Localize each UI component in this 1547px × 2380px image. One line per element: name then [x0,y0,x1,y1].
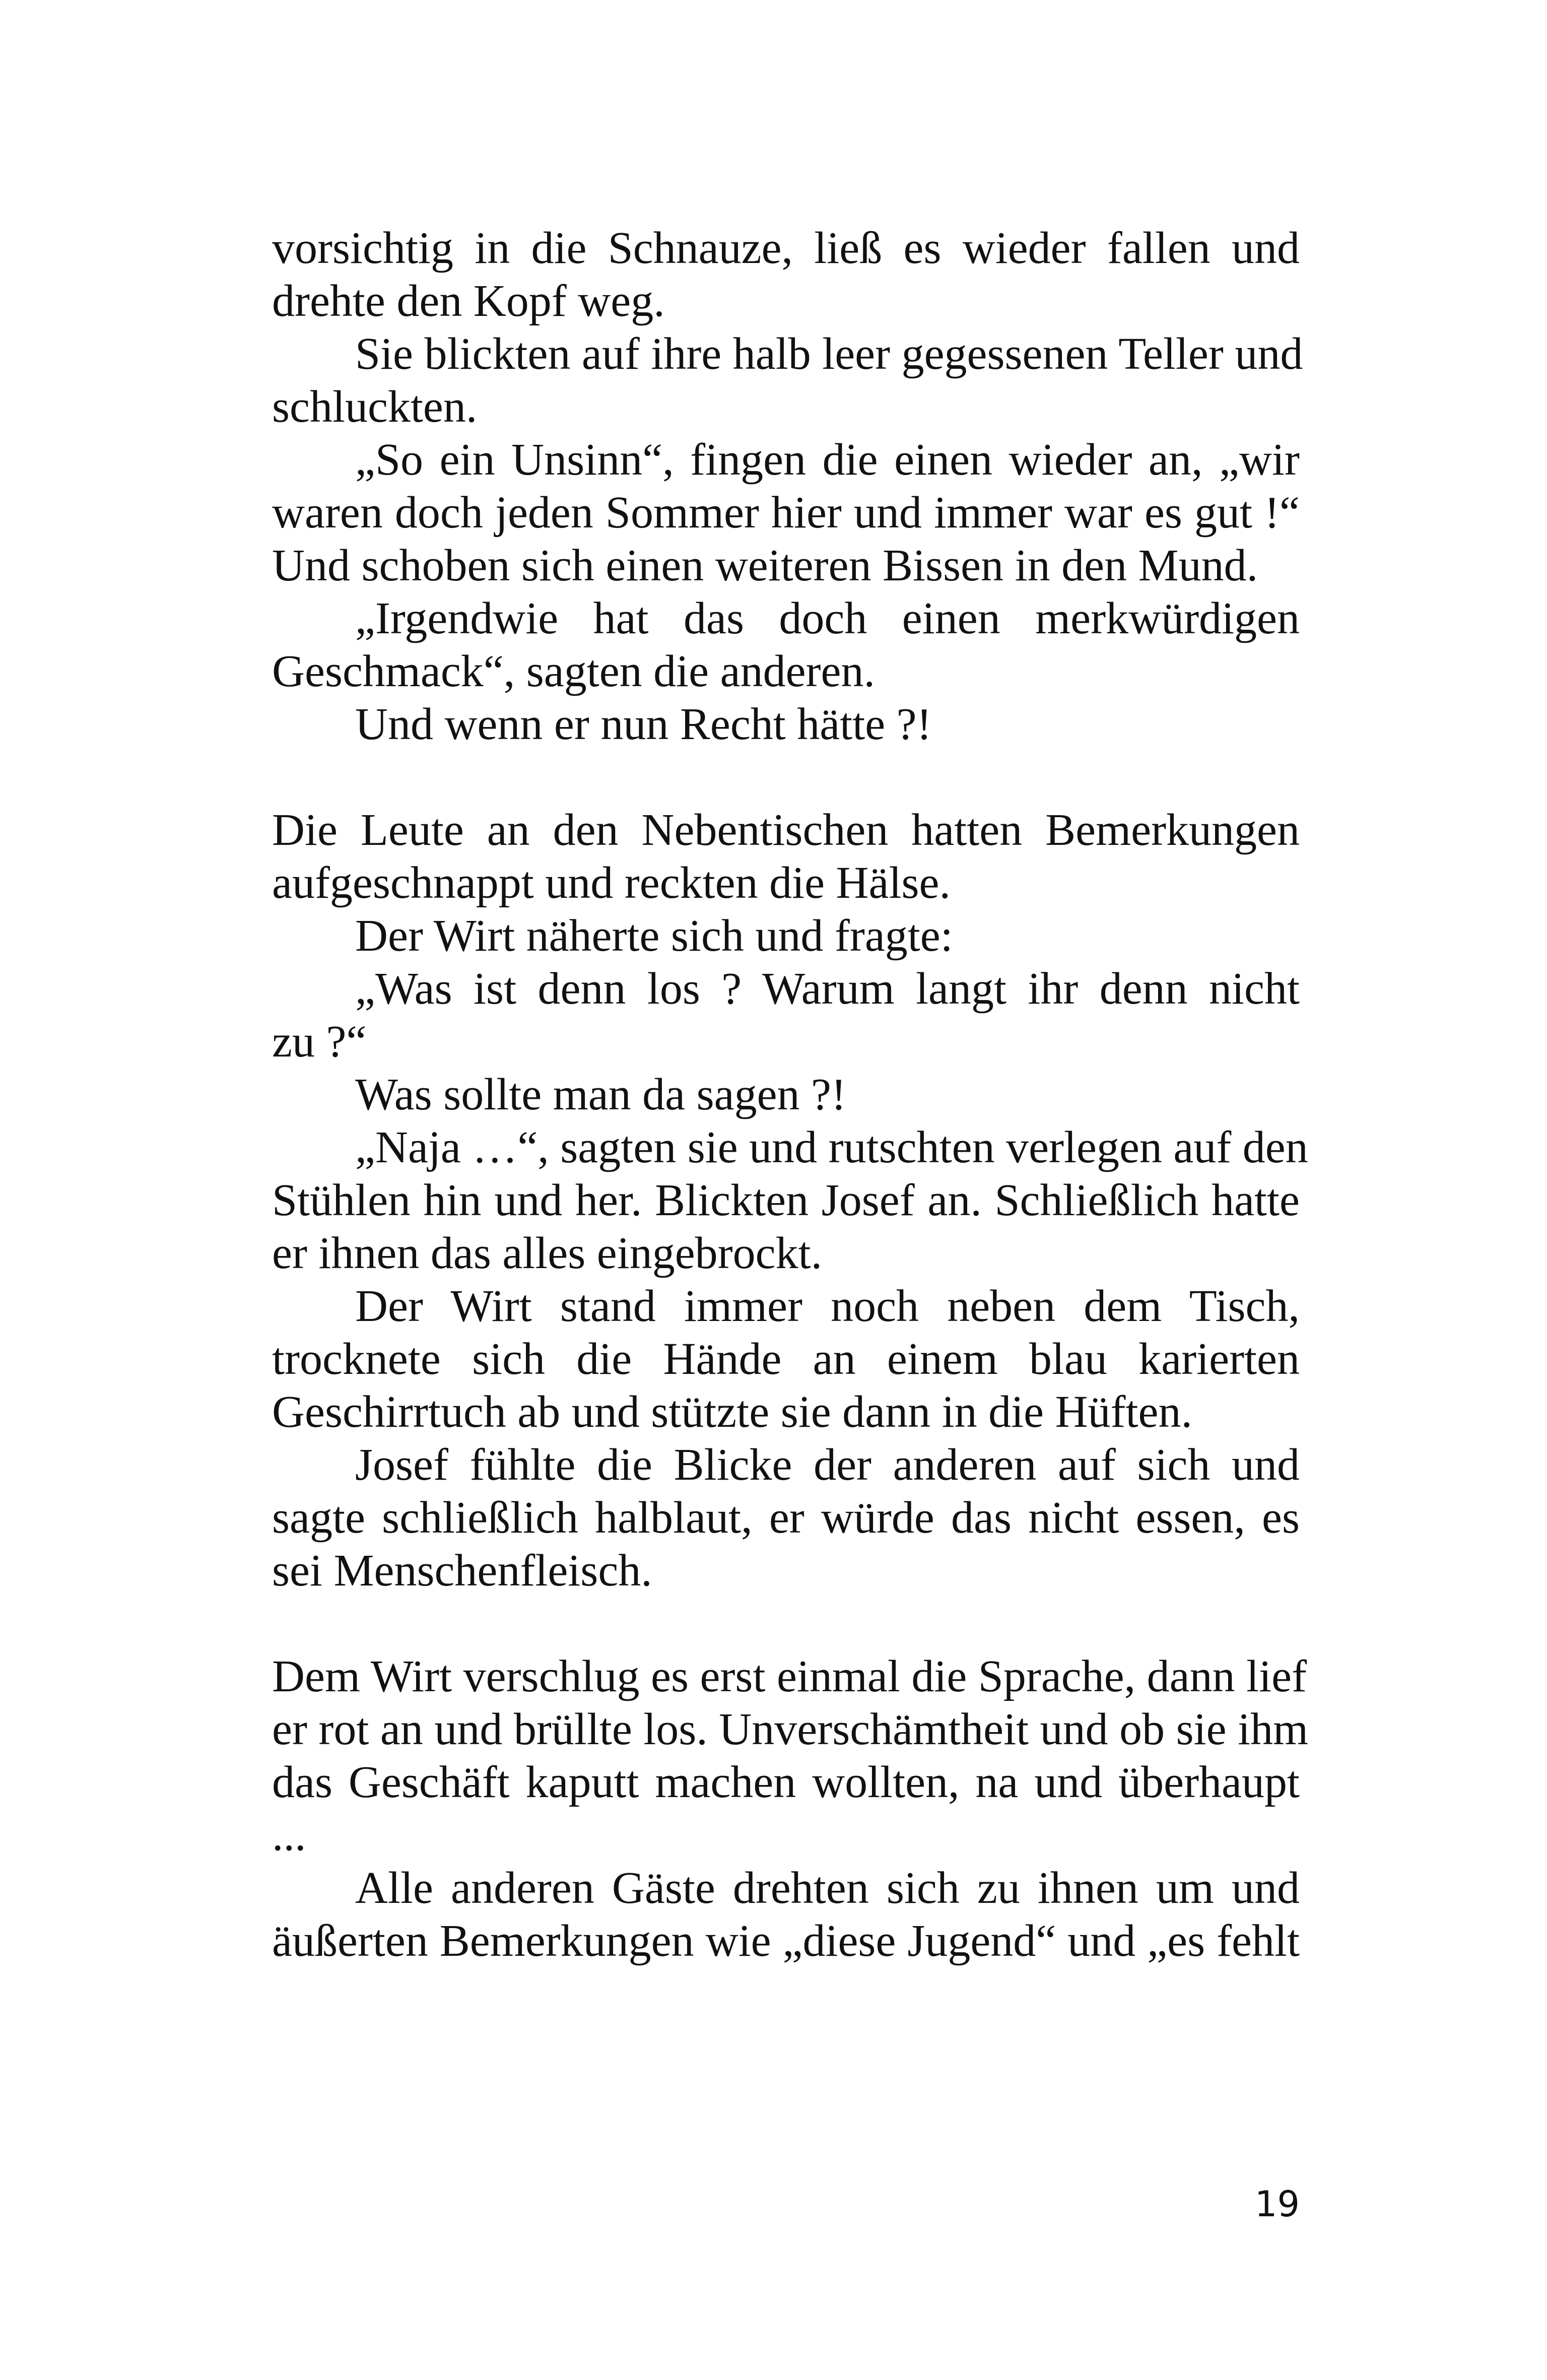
text-line: vorsichtig in die Schnauze, ließ es wieder fallen und [272,223,1300,273]
text-line: Sie blickten auf ihre halb leer gegessenen Teller und [355,329,1303,379]
page-number: 19 [1254,2184,1300,2225]
text-line: Geschirrtuch ab und stützte sie dann in die Hüften. [272,1387,1192,1437]
text-line: er ihnen das alles eingebrockt. [272,1228,823,1278]
story-text [272,222,1309,1967]
text-line: sei Menschenfleisch. [272,1546,652,1596]
text-line: „So ein Unsinn“, fingen die einen wieder an, „wir [355,435,1300,485]
text-line: Stühlen hin und her. Blickten Josef an. Schließlich hatte [272,1175,1300,1225]
text-line: Alle anderen Gäste drehten sich zu ihnen um und [355,1863,1300,1913]
text-line: äußerten Bemerkungen wie „diese Jugend“ und „es fehlt [272,1916,1300,1966]
text-line: Der Wirt näherte sich und fragte: [355,911,953,961]
text-line: Der Wirt stand immer noch neben dem Tisch, [355,1281,1300,1331]
text-line: das Geschäft kaputt machen wollten, na und überhaupt [272,1757,1300,1807]
page-body [272,222,1309,1967]
text-line: waren doch jeden Sommer hier und immer war es gut !“ [272,488,1300,538]
text-line: ... [272,1810,306,1860]
text-line: Dem Wirt verschlug es erst einmal die Sprache, dann lief [272,1651,1307,1701]
text-line: trocknete sich die Hände an einem blau karierten [272,1334,1300,1384]
text-line: Die Leute an den Nebentischen hatten Bemerkungen [272,805,1300,855]
text-line: Geschmack“, sagten die anderen. [272,646,875,696]
text-line: „Naja …“, sagten sie und rutschten verlegen auf den [355,1122,1308,1172]
section-break [272,751,1300,804]
text-line: sagte schließlich halblaut, er würde das nicht essen, es [272,1493,1300,1543]
section-break [272,1597,1300,1650]
text-line: Was sollte man da sagen ?! [355,1070,846,1119]
text-line: schluckten. [272,382,478,432]
text-line: „Irgendwie hat das doch einen merkwürdigen [355,593,1300,643]
text-line: er rot an und brüllte los. Unverschämtheit und ob sie ihm [272,1704,1309,1754]
text-line: Und wenn er nun Recht hätte ?! [355,699,932,749]
text-line: Und schoben sich einen weiteren Bissen in den Mund. [272,541,1258,590]
text-line: aufgeschnappt und reckten die Hälse. [272,858,951,908]
text-line: zu ?“ [272,1017,367,1067]
text-line: Josef fühlte die Blicke der anderen auf sich und [355,1440,1300,1490]
text-line: „Was ist denn los ? Warum langt ihr denn nicht [355,964,1300,1014]
text-line: drehte den Kopf weg. [272,276,665,326]
